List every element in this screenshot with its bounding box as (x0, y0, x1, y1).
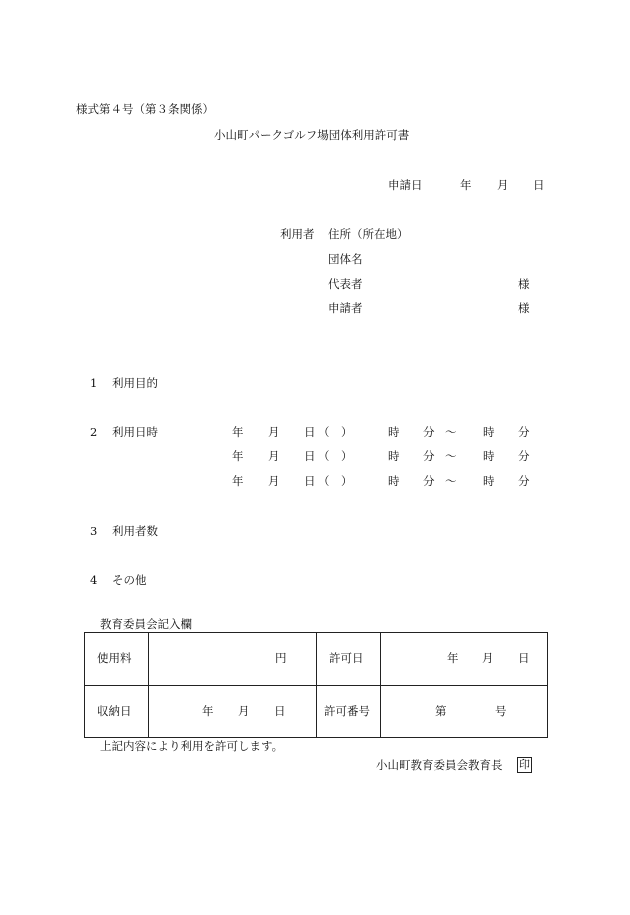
issuer-name: 小山町教育委員会教育長 (376, 758, 503, 772)
dt-weekday-paren: （ ） (318, 449, 353, 463)
fee-yen: 円 (275, 651, 287, 665)
permit-number-suffix: 号 (495, 704, 507, 718)
dt-start-hour: 時 (388, 449, 400, 463)
dt-year: 年 (232, 474, 244, 488)
dt-month: 月 (268, 474, 280, 488)
application-date-year: 年 (460, 178, 472, 192)
application-date-month: 月 (497, 178, 509, 192)
dt-end-minute: 分 (518, 425, 530, 439)
item-label-user-count: 利用者数 (112, 524, 158, 538)
item-number-2: 2 (90, 425, 98, 439)
receipt-date-label: 収納日 (97, 704, 132, 718)
dt-end-hour: 時 (483, 474, 495, 488)
permit-date-month: 月 (482, 651, 494, 665)
approval-text: 上記内容により利用を許可します。 (100, 739, 284, 753)
dt-day: 日 (304, 425, 316, 439)
group-name-label: 団体名 (328, 252, 363, 266)
table-divider (85, 685, 547, 686)
application-date-day: 日 (533, 178, 545, 192)
permit-date-day: 日 (518, 651, 530, 665)
dt-month: 月 (268, 449, 280, 463)
dt-weekday-paren: （ ） (318, 425, 353, 439)
item-label-datetime: 利用日時 (112, 425, 158, 439)
dt-end-hour: 時 (483, 425, 495, 439)
dt-start-minute: 分 (423, 425, 435, 439)
user-heading: 利用者 (280, 227, 315, 241)
dt-end-minute: 分 (518, 449, 530, 463)
receipt-date-month: 月 (238, 704, 250, 718)
dt-day: 日 (304, 449, 316, 463)
dt-start-hour: 時 (388, 474, 400, 488)
dt-year: 年 (232, 449, 244, 463)
dt-tilde: ～ (445, 449, 457, 463)
dt-tilde: ～ (445, 474, 457, 488)
permit-number-prefix: 第 (435, 704, 447, 718)
committee-table (84, 632, 548, 738)
dt-start-minute: 分 (423, 474, 435, 488)
form-number: 様式第４号（第３条関係） (76, 102, 214, 116)
dt-weekday-paren: （ ） (318, 474, 353, 488)
dt-start-minute: 分 (423, 449, 435, 463)
representative-label: 代表者 (328, 277, 363, 291)
receipt-date-day: 日 (274, 704, 286, 718)
address-label: 住所（所在地） (328, 227, 409, 241)
page-title: 小山町パークゴルフ場団体利用許可書 (214, 128, 410, 142)
item-number-4: 4 (90, 573, 98, 587)
fee-label: 使用料 (97, 651, 132, 665)
dt-end-minute: 分 (518, 474, 530, 488)
dt-start-hour: 時 (388, 425, 400, 439)
seal-mark: 印 (519, 758, 530, 771)
item-number-3: 3 (90, 524, 98, 538)
representative-honorific: 様 (518, 277, 530, 291)
applicant-honorific: 様 (518, 301, 530, 315)
item-label-other: その他 (112, 573, 147, 587)
permit-number-label: 許可番号 (324, 704, 370, 718)
applicant-label: 申請者 (328, 301, 363, 315)
dt-year: 年 (232, 425, 244, 439)
dt-tilde: ～ (445, 425, 457, 439)
permit-date-label: 許可日 (329, 651, 364, 665)
committee-caption: 教育委員会記入欄 (100, 617, 192, 631)
item-number-1: 1 (90, 376, 98, 390)
dt-month: 月 (268, 425, 280, 439)
application-date-label: 申請日 (388, 178, 423, 192)
receipt-date-year: 年 (202, 704, 214, 718)
dt-day: 日 (304, 474, 316, 488)
permit-date-year: 年 (447, 651, 459, 665)
item-label-purpose: 利用目的 (112, 376, 158, 390)
dt-end-hour: 時 (483, 449, 495, 463)
